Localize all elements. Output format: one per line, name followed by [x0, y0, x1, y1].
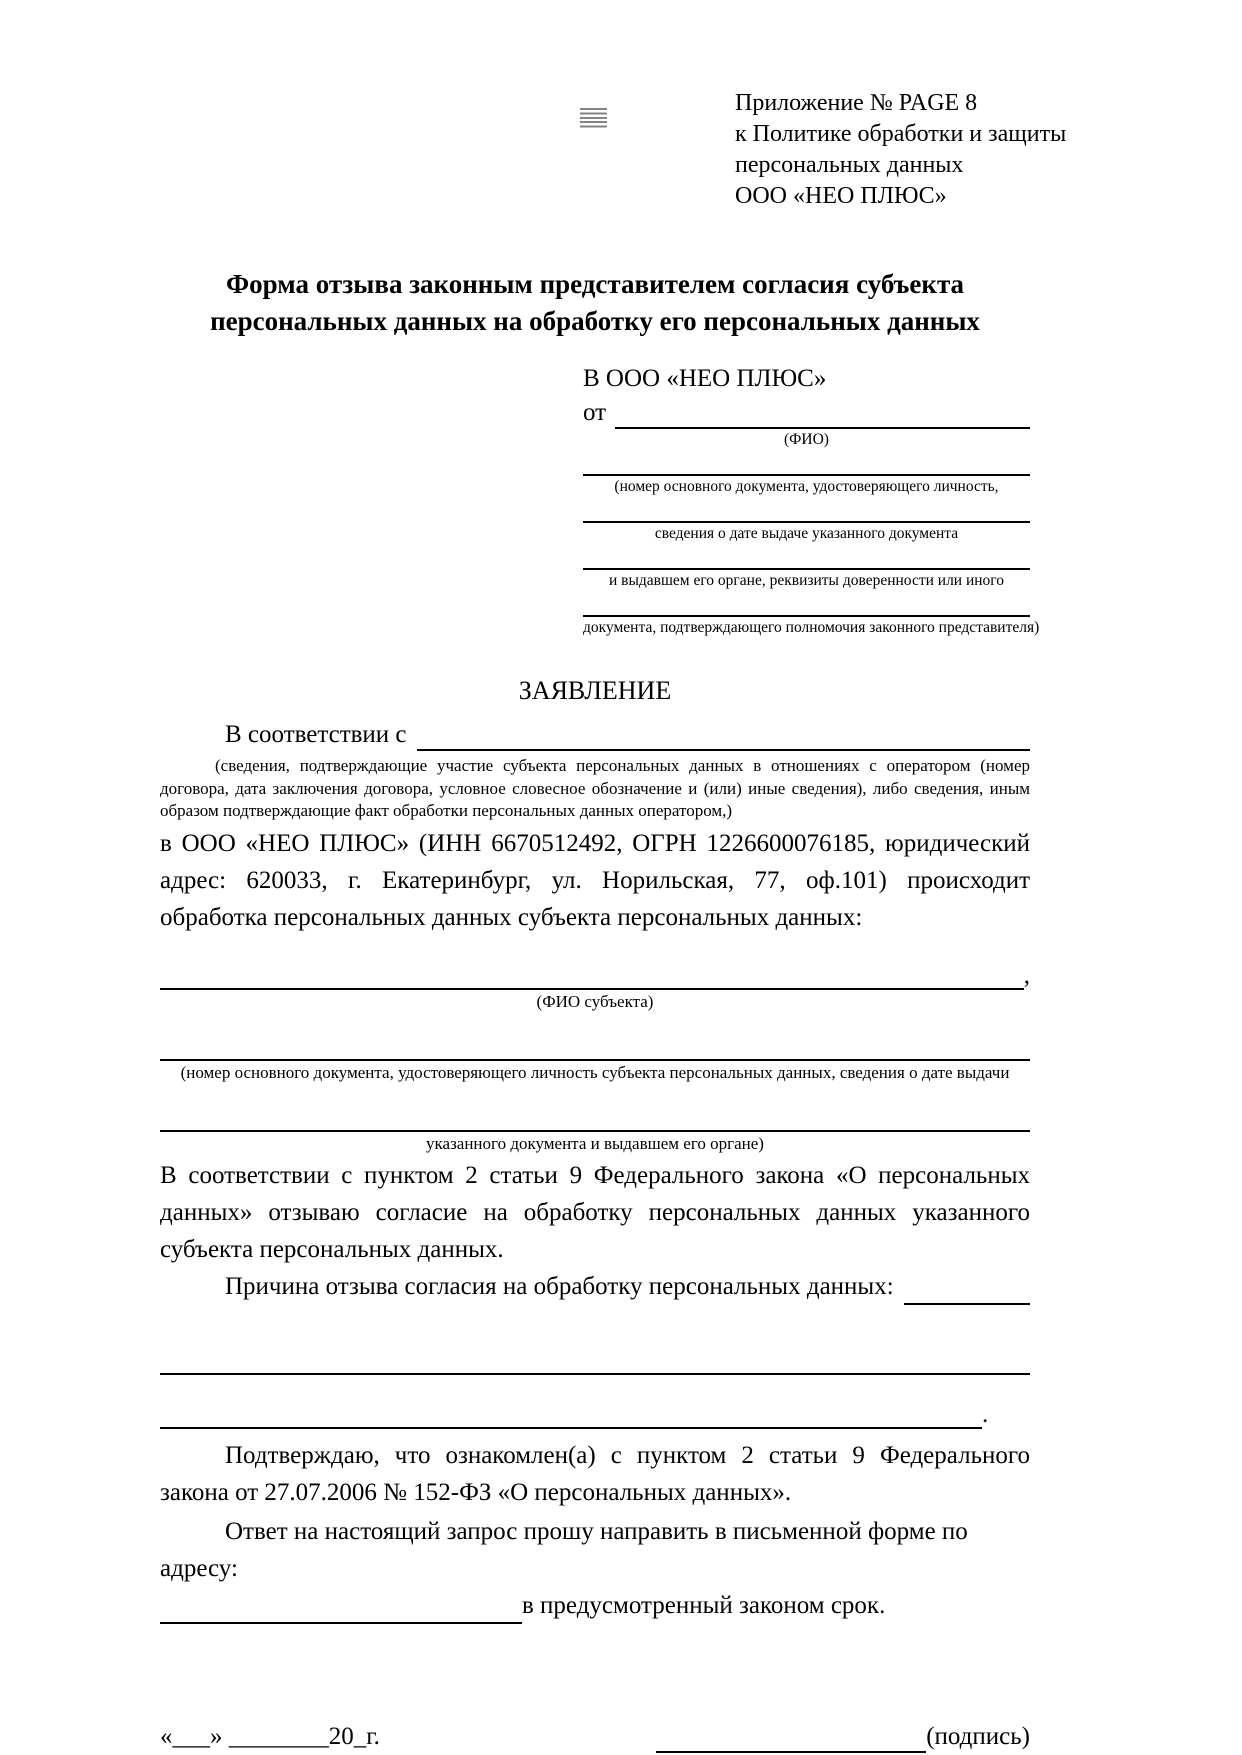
fill-line-doc-issuer [583, 544, 1030, 570]
subject-fio-caption: (ФИО субъекта) [536, 991, 654, 1011]
addressee-from-row [583, 397, 1030, 429]
operator-paragraph: в ООО «НЕО ПЛЮС» (ИНН 6670512492, ОГРН 1226600076185, юридический адрес: 620033, г. Екатеринбург, ул. Норильская, 77, оф.101) происходит обработка персональных данных субъекта персональных данных: [160, 829, 1030, 931]
fill-line-fio [615, 403, 1030, 429]
fill-line-reason [904, 1279, 1030, 1305]
doc-authority-caption: документа, подтверждающего полномочия законного представителя) [583, 619, 1040, 636]
withdrawal-paragraph: В соответствии с пунктом 2 статьи 9 Федерального закона «О персональных данных» отзываю согласие на обработку персональных данных указанного субъекта персональных данных. [160, 1161, 1030, 1263]
addressee-block [583, 362, 1040, 638]
doc-number-caption: (номер основного документа, удостоверяющего личность, [614, 478, 999, 495]
policy-reference-line: к Политике обработки и защиты [735, 121, 1067, 147]
fill-line-subject-fio [160, 964, 1024, 990]
from-label: от [583, 399, 607, 426]
date-line: «___» ________20_г. [160, 1722, 380, 1750]
appendix-number-line: Приложение № PAGE 8 [735, 90, 978, 116]
subject-doc-caption-1: (номер основного документа, удостоверяющего личность субъекта персональных данных, сведения о дате выдачи [180, 1062, 1010, 1082]
subject-doc-caption-2: указанного документа и выдавшем его органе) [426, 1133, 764, 1153]
fill-line-subject-doc-issuer [160, 1106, 1030, 1132]
text-lines-icon [580, 108, 607, 129]
doc-date-caption: сведения о дате выдаче указанного документа [654, 525, 959, 542]
fill-line-subject-doc [160, 1035, 1030, 1061]
reason-cont-row-2 [160, 1401, 1030, 1429]
according-row [160, 718, 1030, 751]
statement-heading: ЗАЯВЛЕНИЕ [518, 676, 672, 705]
signature-caption: (подпись) [926, 1722, 1030, 1750]
company-name-line: ООО «НЕО ПЛЮС» [735, 183, 947, 209]
fill-line-basis [417, 725, 1030, 751]
confirmation-paragraph: Подтверждаю, что ознакомлен(а) с пунктом 2 статьи 9 Федерального закона от 27.07.2006 № 152-ФЗ «О персональных данных». [160, 1441, 1030, 1506]
fill-line-reason-cont-1 [160, 1349, 1030, 1375]
title-line-1: Форма отзыва законным представителем согласия субъекта [225, 269, 965, 299]
reason-label: Причина отзыва согласия на обработку персональных данных: [225, 1272, 894, 1300]
reply-request-tail: в предусмотренный законом срок. [522, 1591, 886, 1619]
signature-row [160, 1720, 1030, 1753]
policy-reference-line2: персональных данных [735, 152, 964, 178]
fill-line-signature [656, 1725, 926, 1753]
doc-issuer-caption: и выдавшем его органе, реквизиты доверенности или иного [608, 572, 1005, 589]
according-label: В соответствии с [225, 721, 407, 748]
fio-caption: (ФИО) [784, 431, 829, 448]
document-title [160, 266, 1030, 340]
fill-line-reason-cont-2 [160, 1403, 982, 1429]
title-line-2: персональных данных на обработку его персональных данных [210, 306, 980, 336]
subject-fio-comma: , [1023, 961, 1030, 989]
fill-line-reply-address [160, 1596, 522, 1624]
reason-row [160, 1268, 1030, 1305]
appendix-header [735, 88, 1066, 212]
reply-request-line: Ответ на настоящий запрос прошу направить в письменной форме по адресу: [160, 1517, 968, 1582]
reply-address-row [160, 1587, 1030, 1624]
signature-group [656, 1720, 1030, 1753]
basis-fine-print: (сведения, подтверждающие участие субъекта персональных данных в отношениях с оператором (номер договора, дата заключения договора, условное словесное обозначение и (или) иные сведения), либо сведения, иным образом подтверждающие факт обработки персональных данных оператором,) [160, 756, 1030, 820]
header [160, 88, 1067, 212]
addressee-to: В ООО «НЕО ПЛЮС» [583, 365, 827, 392]
fill-line-doc-authority [583, 591, 1030, 617]
subject-fio-row [160, 962, 1030, 990]
reason-end-period: . [982, 1400, 989, 1428]
fill-line-doc-date [583, 497, 1030, 523]
fill-line-doc-number [583, 450, 1030, 476]
